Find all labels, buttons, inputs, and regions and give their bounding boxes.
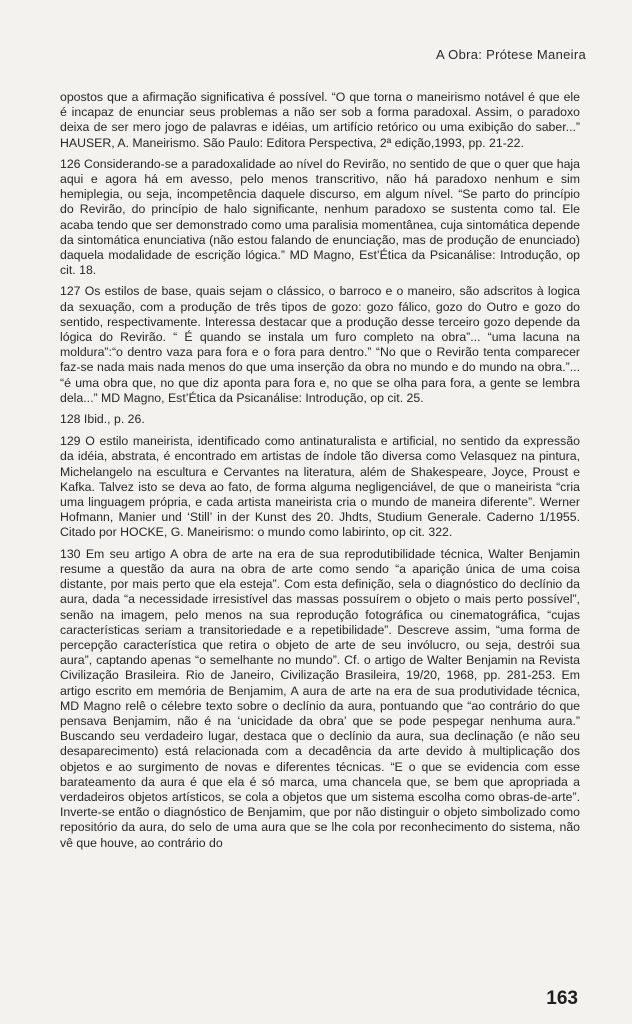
footnote-129: 129 O estilo maneirista, identificado como antinaturalista e artificial, no sentido da expressão da idéia, abstrata, é encontrado em artistas de índole tão diversa como Velasquez na pintura, Michelangelo na escultura e Cervantes na literatura, além de Shakespeare, Joyce, Proust e Kafka. Talvez isto se deva ao fato, de forma alguma negligenciável, de que o maneirista “cria uma linguagem própria, e cada artista maneirista cria o mundo de maneira diferente”. Werner Hofmann, Manier und ‘Still’ in der Kunst des 20. Jhdts, Studium Generale. Caderno 1/1955. Citado por HOCKE, G. Maneirismo: o mundo como labirinto, op cit. 322. — [60, 434, 580, 540]
footnote-126: 126 Considerando-se a paradoxalidade ao nível do Revirão, no sentido de que o quer que haja aqui e agora há em avesso, pelo menos transcritivo, não há paradoxo nenhum e sim hemiplegia, ou seja, incompetência daquele discurso, em algum nível. “Se parto do princípio do Revirão, do princípio de halo significante, nenhum paradoxo se sustenta como tal. Ele acaba tendo que ser demonstrado como uma paralisia momentânea, cuja sintomática depende da sintomática enunciativa (não estou falando de enunciação, mas de produção de enunciado) daquela modalidade de escrição lógica.” MD Magno, Est’Ética da Psicanálise: Introdução, op cit. 18. — [60, 156, 580, 278]
running-header: A Obra: Prótese Maneira — [436, 47, 586, 62]
footnote-130: 130 Em seu artigo A obra de arte na era de sua reprodutibilidade técnica, Walter Benjamin resume a questão da aura na obra de arte como sendo “a aparição única de uma coisa distante, por mais perto que ela esteja”. Com esta definição, sela o diagnóstico do declínio da aura, dada “a necessidade irresistível das massas possuírem o objeto o mais perto possível”, senão na imagem, pelo menos na sua reprodução fotográfica ou cinematográfica, “cujas características seriam a transitoriedade e a repetibilidade”. Descreve assim, “uma forma de percepção característica que retira o objeto de arte de seu invólucro, ou seja, destrói sua aura”, captando apenas “o semelhante no mundo”. Cf. o artigo de Walter Benjamin na Revista Civilização Brasileira. Rio de Janeiro, Civilização Brasileira, 19/20, 1968, pp. 281-253. Em artigo escrito em memória de Benjamim, A aura de arte na era de sua produtividade técnica, MD Magno relê o célebre texto sobre o declínio da aura, pontuando que “ao contrário do que pensava Benjamim, não é na ‘unicidade da obra’ que se pode pespegar nenhuma aura.” Buscando seu verdadeiro lugar, destaca que o declínio da aura, sua declinação (e não seu desaparecimento) está relacionada com a decadência da arte devido à multiplicação dos objetos e ao surgimento de novas e diferentes técnicas. “E o que se evidencia com esse barateamento da aura é que ela é só marca, uma chancela que, se bem que apropriada a verdadeiros objetos artísticos, se cola a objetos que um sistema escolha como obras-de-arte”. Inverte-se então o diagnóstico de Benjamim, que por não distinguir o objeto simbolizado como repositório da aura, do selo de uma aura que se lhe cola por reconhecimento do sistema, não vê que houve, ao contrário do — [60, 546, 580, 850]
footnotes — [60, 90, 580, 857]
page-number: 163 — [546, 988, 578, 1009]
footnote-continuation: opostos que a afirmação significativa é possível. “O que torna o maneirismo notável é que ele é incapaz de enunciar seus problemas a não ser sob a forma paradoxal. Assim, o paradoxo deixa de ser mero jogo de palavras e idéias, um artifício retórico ou uma exibição do saber...” HAUSER, A. Maneirismo. São Paulo: Editora Perspectiva, 2ª edição,1993, pp. 21-22. — [60, 90, 580, 150]
footnote-128: 128 Ibid., p. 26. — [60, 412, 145, 427]
footnote-127: 127 Os estilos de base, quais sejam o clássico, o barroco e o maneiro, são adscritos à logica da sexuação, com a produção de três tipos de gozo: gozo fálico, gozo do Outro e gozo do sentido, respectivamente. Interessa destacar que a produção desse terceiro gozo depende da lógica do Revirão. “ É quando se instala um furo completo na obra”... “uma lacuna na moldura”:“o dentro vaza para fora e o fora para dentro.” “No que o Revirão tenta comparecer faz-se nada mais nada menos do que uma inserção da obra no mundo e do mundo na obra.”... “é uma obra que, no que diz aponta para fora e, no que se olha para fora, a gente se lembra dela...” MD Magno, Est’Ética da Psicanálise: Introdução, op cit. 25. — [60, 284, 580, 405]
